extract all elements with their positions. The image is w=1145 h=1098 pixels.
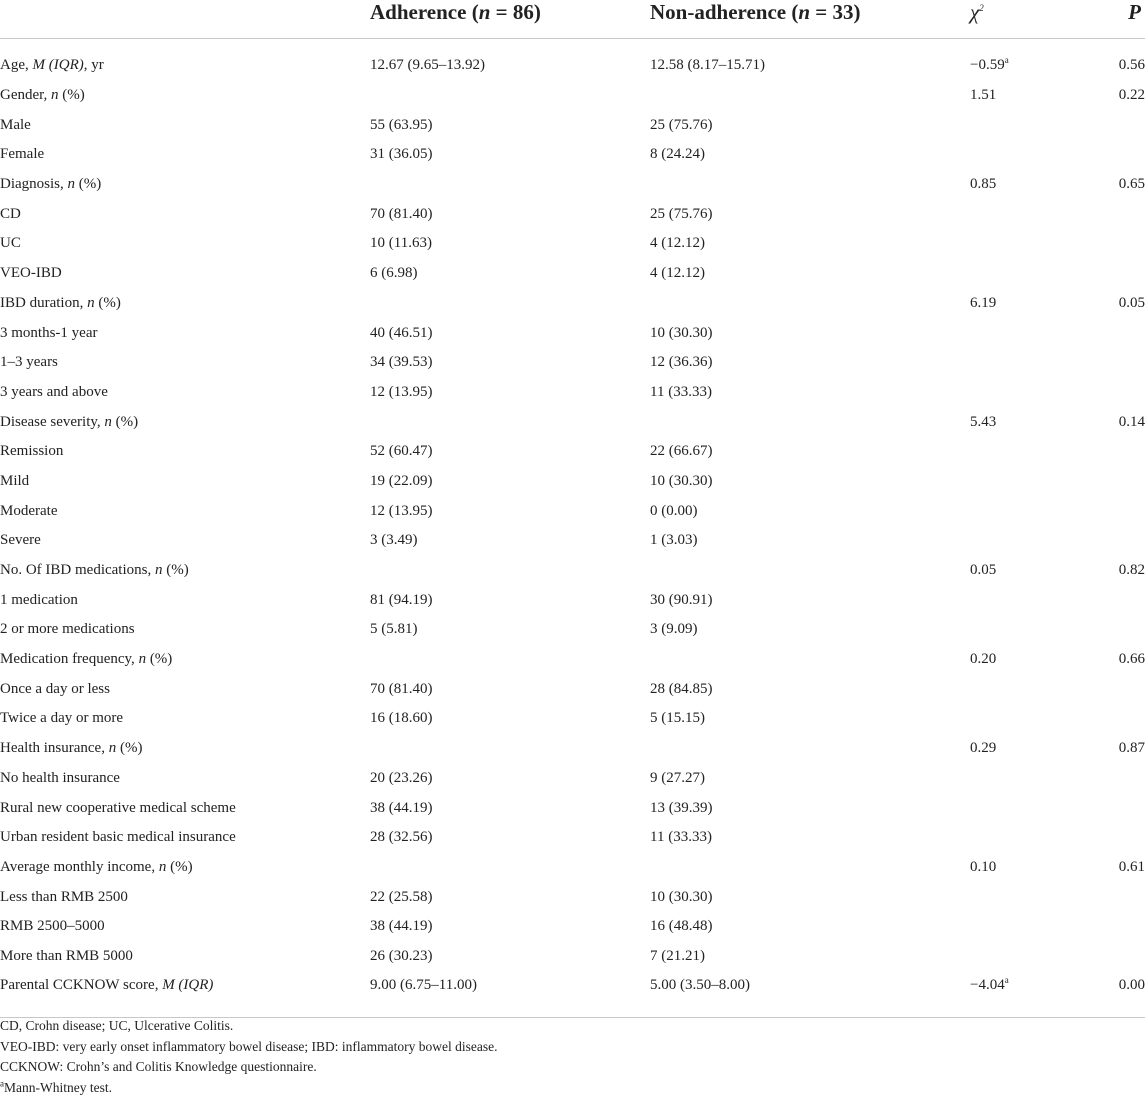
table-row <box>0 437 1145 467</box>
nonadherence-value: 13 (39.39) <box>650 799 713 816</box>
nonadherence-value: 8 (24.24) <box>650 146 705 163</box>
table-row <box>0 467 1145 497</box>
adherence-value: 55 (63.95) <box>370 116 433 133</box>
table-row <box>0 199 1145 229</box>
adherence-value: 40 (46.51) <box>370 324 433 341</box>
row-label: Severe <box>0 532 41 549</box>
row-label: Health insurance, n (%) <box>0 740 143 757</box>
footnote: CD, Crohn disease; UC, Ulcerative Colitis. <box>0 1018 234 1033</box>
adherence-value: 20 (23.26) <box>370 769 433 786</box>
p-value <box>1080 882 1145 912</box>
chi-square-value <box>970 912 1080 942</box>
chi-square-value <box>970 585 1080 615</box>
chi-square-value <box>970 882 1080 912</box>
nonadherence-value: 25 (75.76) <box>650 205 713 222</box>
p-value <box>1080 942 1145 972</box>
header-p-value: P <box>1080 0 1145 39</box>
table-row <box>0 289 1145 319</box>
row-label: Medication frequency, n (%) <box>0 651 173 668</box>
table-row <box>0 348 1145 378</box>
p-value <box>1080 348 1145 378</box>
p-value <box>1080 674 1145 704</box>
p-value <box>1080 467 1145 497</box>
chi-square-value <box>970 437 1080 467</box>
row-label: No. Of IBD medications, n (%) <box>0 562 189 579</box>
table-row <box>0 674 1145 704</box>
adherence-value: 12 (13.95) <box>370 502 433 519</box>
chi-square-value <box>970 764 1080 794</box>
nonadherence-value <box>650 81 970 111</box>
nonadherence-value: 10 (30.30) <box>650 888 713 905</box>
chi-square-value <box>970 793 1080 823</box>
chi-square-value: 1.51 <box>970 87 997 104</box>
row-label: Less than RMB 2500 <box>0 888 128 905</box>
header-row <box>0 0 1145 39</box>
nonadherence-value: 12.58 (8.17–15.71) <box>650 57 765 74</box>
adherence-value: 31 (36.05) <box>370 146 433 163</box>
row-label: More than RMB 5000 <box>0 947 133 964</box>
header-chi-square: $\chi^2$ <box>970 0 1080 39</box>
p-value <box>1080 318 1145 348</box>
nonadherence-value <box>650 645 970 675</box>
adherence-value: 6 (6.98) <box>370 265 418 282</box>
nonadherence-value: 4 (12.12) <box>650 265 705 282</box>
nonadherence-value: 30 (90.91) <box>650 591 713 608</box>
adherence-value: 81 (94.19) <box>370 591 433 608</box>
row-label: Gender, n (%) <box>0 87 85 104</box>
nonadherence-value: 10 (30.30) <box>650 324 713 341</box>
row-label: Once a day or less <box>0 680 110 697</box>
nonadherence-value <box>650 407 970 437</box>
table-row <box>0 704 1145 734</box>
row-label: Diagnosis, n (%) <box>0 176 102 193</box>
adherence-value: 16 (18.60) <box>370 710 433 727</box>
p-value: 0.82 <box>1118 562 1145 579</box>
nonadherence-value: 16 (48.48) <box>650 918 713 935</box>
chi-square-value: −4.04$^a$ <box>970 971 1080 1018</box>
row-label: Age, M (IQR), yr <box>0 57 104 74</box>
chi-square-value <box>970 348 1080 378</box>
table-row <box>0 526 1145 556</box>
p-value <box>1080 496 1145 526</box>
table-row <box>0 764 1145 794</box>
row-label: UC <box>0 235 21 252</box>
table-row <box>0 496 1145 526</box>
p-value <box>1080 378 1145 408</box>
chi-square-value <box>970 942 1080 972</box>
table-row <box>0 882 1145 912</box>
chi-square-value <box>970 674 1080 704</box>
table-row <box>0 229 1145 259</box>
table-row <box>0 912 1145 942</box>
chi-square-value <box>970 496 1080 526</box>
table-footnotes <box>0 1016 1145 1098</box>
chi-square-value <box>970 199 1080 229</box>
chi-square-value: 0.29 <box>970 740 997 757</box>
nonadherence-value: 28 (84.85) <box>650 680 713 697</box>
adherence-value: 70 (81.40) <box>370 205 433 222</box>
adherence-value: 38 (44.19) <box>370 918 433 935</box>
nonadherence-value: 3 (9.09) <box>650 621 698 638</box>
p-value: 0.00 <box>1080 971 1145 1018</box>
nonadherence-value: 5 (15.15) <box>650 710 705 727</box>
p-value: 0.56 <box>1118 57 1145 74</box>
adherence-value <box>370 289 650 319</box>
p-value <box>1080 764 1145 794</box>
adherence-value: 5 (5.81) <box>370 621 418 638</box>
table-row <box>0 853 1145 883</box>
adherence-value: 28 (32.56) <box>370 829 433 846</box>
table-row <box>0 110 1145 140</box>
nonadherence-value <box>650 556 970 586</box>
adherence-value <box>370 407 650 437</box>
table-row <box>0 407 1145 437</box>
adherence-value: 19 (22.09) <box>370 472 433 489</box>
table-row <box>0 378 1145 408</box>
adherence-value: 22 (25.58) <box>370 888 433 905</box>
adherence-value <box>370 853 650 883</box>
header-variable <box>0 0 370 39</box>
row-label: Moderate <box>0 502 58 519</box>
p-value <box>1080 140 1145 170</box>
p-value: 0.22 <box>1118 87 1145 104</box>
chi-square-value <box>970 467 1080 497</box>
nonadherence-value: 12 (36.36) <box>650 354 713 371</box>
table-row <box>0 645 1145 675</box>
chi-square-value <box>970 526 1080 556</box>
row-label: Urban resident basic medical insurance <box>0 829 236 846</box>
row-label: 3 months-1 year <box>0 324 98 341</box>
footnote: CCKNOW: Crohn’s and Colitis Knowledge questionnaire. <box>0 1059 317 1074</box>
chi-square-value <box>970 110 1080 140</box>
table-row <box>0 140 1145 170</box>
nonadherence-value: 5.00 (3.50–8.00) <box>650 971 970 1018</box>
row-label: Parental CCKNOW score, M (IQR) <box>0 971 370 1018</box>
table-body <box>0 51 1145 1018</box>
table-row <box>0 318 1145 348</box>
row-label: Rural new cooperative medical scheme <box>0 799 236 816</box>
p-value <box>1080 259 1145 289</box>
p-value: 0.14 <box>1118 413 1145 430</box>
adherence-value: 52 (60.47) <box>370 443 433 460</box>
adherence-value: 12 (13.95) <box>370 383 433 400</box>
row-label: No health insurance <box>0 769 120 786</box>
adherence-value: 10 (11.63) <box>370 235 432 252</box>
p-value <box>1080 793 1145 823</box>
nonadherence-value: 9 (27.27) <box>650 769 705 786</box>
p-value <box>1080 229 1145 259</box>
table-row <box>0 259 1145 289</box>
chi-square-value <box>970 318 1080 348</box>
row-label: 2 or more medications <box>0 621 135 638</box>
nonadherence-value: 1 (3.03) <box>650 532 698 549</box>
row-label: VEO-IBD <box>0 265 62 282</box>
p-value <box>1080 704 1145 734</box>
row-label: Disease severity, n (%) <box>0 413 139 430</box>
p-value <box>1080 585 1145 615</box>
row-label: Remission <box>0 443 64 460</box>
header-adherence: Adherence (n = 86) <box>370 0 650 39</box>
row-label: Female <box>0 146 45 163</box>
table-row <box>0 793 1145 823</box>
p-value: 0.61 <box>1118 858 1145 875</box>
nonadherence-value <box>650 170 970 200</box>
p-value <box>1080 615 1145 645</box>
table-row <box>0 734 1145 764</box>
chi-square-value: 0.05 <box>970 562 997 579</box>
p-value <box>1080 199 1145 229</box>
row-label: Average monthly income, n (%) <box>0 858 193 875</box>
p-value <box>1080 823 1145 853</box>
row-label: 3 years and above <box>0 383 108 400</box>
chi-square-value <box>970 823 1080 853</box>
p-value <box>1080 912 1145 942</box>
footnote: VEO-IBD: very early onset inflammatory bowel disease; IBD: inflammatory bowel disease. <box>0 1038 498 1054</box>
chi-square-value: 5.43 <box>970 413 997 430</box>
p-value <box>1080 526 1145 556</box>
nonadherence-value <box>650 734 970 764</box>
table-row <box>0 971 1145 1018</box>
adherence-value: 34 (39.53) <box>370 354 433 371</box>
nonadherence-value: 22 (66.67) <box>650 443 713 460</box>
nonadherence-value: 10 (30.30) <box>650 472 713 489</box>
chi-square-value <box>970 704 1080 734</box>
table-row <box>0 823 1145 853</box>
p-value <box>1080 437 1145 467</box>
p-value: 0.05 <box>1118 294 1145 311</box>
chi-square-value <box>970 140 1080 170</box>
nonadherence-value <box>650 853 970 883</box>
row-label: 1–3 years <box>0 354 58 371</box>
table-row <box>0 81 1145 111</box>
row-label: IBD duration, n (%) <box>0 294 121 311</box>
row-label: 1 medication <box>0 591 78 608</box>
adherence-value <box>370 645 650 675</box>
chi-square-value <box>970 259 1080 289</box>
row-label: Male <box>0 116 31 133</box>
adherence-value <box>370 556 650 586</box>
adherence-value: 12.67 (9.65–13.92) <box>370 57 485 74</box>
nonadherence-value: 4 (12.12) <box>650 235 705 252</box>
row-label: Mild <box>0 472 30 489</box>
adherence-value: 26 (30.23) <box>370 947 433 964</box>
chi-square-value: 6.19 <box>970 294 997 311</box>
adherence-value: 9.00 (6.75–11.00) <box>370 971 650 1018</box>
adherence-value: 70 (81.40) <box>370 680 433 697</box>
table-row <box>0 51 1145 81</box>
chi-square-value: 0.85 <box>970 176 997 193</box>
nonadherence-value: 7 (21.21) <box>650 947 705 964</box>
row-label: CD <box>0 205 21 222</box>
adherence-value <box>370 81 650 111</box>
row-label: Twice a day or more <box>0 710 124 727</box>
p-value: 0.87 <box>1118 740 1145 757</box>
table-row <box>0 585 1145 615</box>
chi-square-value <box>970 615 1080 645</box>
row-label: RMB 2500–5000 <box>0 918 105 935</box>
nonadherence-value: 11 (33.33) <box>650 383 712 400</box>
chi-square-value: 0.20 <box>970 651 997 668</box>
nonadherence-value: 25 (75.76) <box>650 116 713 133</box>
adherence-value: 38 (44.19) <box>370 799 433 816</box>
adherence-value: 3 (3.49) <box>370 532 418 549</box>
table-row <box>0 942 1145 972</box>
nonadherence-value: 0 (0.00) <box>650 502 698 519</box>
chi-square-value <box>970 378 1080 408</box>
header-nonadherence: Non-adherence (n = 33) <box>650 0 970 39</box>
chi-square-value <box>970 229 1080 259</box>
nonadherence-value <box>650 289 970 319</box>
nonadherence-value: 11 (33.33) <box>650 829 712 846</box>
adherence-value <box>370 734 650 764</box>
footnote: $^a$Mann-Whitney test. <box>0 1078 112 1095</box>
table-row <box>0 170 1145 200</box>
table-row <box>0 615 1145 645</box>
adherence-value <box>370 170 650 200</box>
p-value <box>1080 110 1145 140</box>
table-row <box>0 556 1145 586</box>
p-value: 0.66 <box>1118 651 1145 668</box>
chi-square-value: −0.59$^a$ <box>970 55 1009 74</box>
p-value: 0.65 <box>1118 176 1145 193</box>
chi-square-value: 0.10 <box>970 858 997 875</box>
